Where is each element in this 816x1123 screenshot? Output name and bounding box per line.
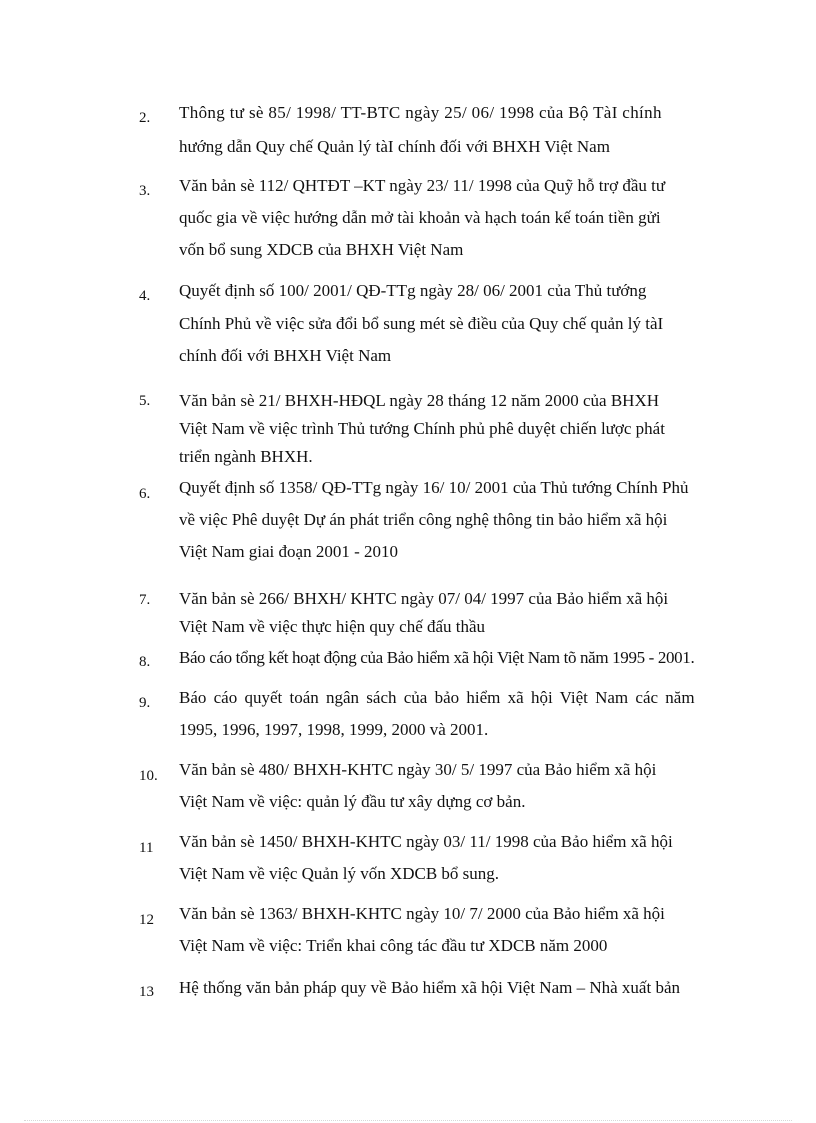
reference-number: 7. xyxy=(139,592,151,608)
reference-line: Văn bản sè 480/ BHXH-KHTC ngày 30/ 5/ 1997 của Bảo hiểm xã hội xyxy=(179,760,657,779)
reference-line: Văn bản sè 1363/ BHXH-KHTC ngày 10/ 7/ 2000 của Bảo hiểm xã hội xyxy=(179,904,665,923)
reference-line: Văn bản sè 112/ QHTĐT –KT ngày 23/ 11/ 1998 của Quỹ hỗ trợ đầu tư xyxy=(179,176,666,195)
reference-number: 4. xyxy=(139,288,151,304)
reference-line: Quyết định số 100/ 2001/ QĐ-TTg ngày 28/ 06/ 2001 của Thủ tướng xyxy=(179,281,647,300)
reference-number: 3. xyxy=(139,183,151,199)
reference-line: Văn bản sè 1450/ BHXH-KHTC ngày 03/ 11/ 1998 của Bảo hiểm xã hội xyxy=(179,832,673,851)
reference-line: về việc Phê duyệt Dự án phát triển công nghệ thông tin bảo hiểm xã hội xyxy=(179,510,668,529)
reference-number: 11 xyxy=(139,840,154,856)
reference-line: Báo cáo tổng kết hoạt động của Bảo hiểm xã hội Việt Nam tõ năm 1995 - 2001. xyxy=(179,648,695,667)
reference-line: Văn bản sè 21/ BHXH-HĐQL ngày 28 tháng 12 năm 2000 của BHXH xyxy=(179,391,660,410)
reference-line: Việt Nam về việc Quản lý vốn XDCB bổ sung. xyxy=(179,864,500,883)
reference-line: Văn bản sè 266/ BHXH/ KHTC ngày 07/ 04/ 1997 của Bảo hiểm xã hội xyxy=(179,589,669,608)
reference-line: Việt Nam giai đoạn 2001 - 2010 xyxy=(179,542,398,561)
reference-line: triển ngành BHXH. xyxy=(179,447,313,466)
reference-line: 1995, 1996, 1997, 1998, 1999, 2000 và 2001. xyxy=(179,720,489,739)
reference-number: 10. xyxy=(139,768,158,784)
reference-line: Việt Nam về việc thực hiện quy chế đấu thầu xyxy=(179,617,486,636)
reference-line: Việt Nam về việc trình Thủ tướng Chính phủ phê duyệt chiến lược phát xyxy=(179,419,665,438)
reference-number: 2. xyxy=(139,110,151,126)
reference-number: 12 xyxy=(139,912,154,928)
reference-line: Báo cáo quyết toán ngân sách của bảo hiểm xã hội Việt Nam các năm xyxy=(179,688,695,707)
reference-line: Quyết định số 1358/ QĐ-TTg ngày 16/ 10/ 2001 của Thủ tướng Chính Phủ xyxy=(179,478,689,497)
reference-number: 9. xyxy=(139,695,151,711)
reference-line: chính đối với BHXH Việt Nam xyxy=(179,346,392,365)
reference-line: Chính Phủ về việc sửa đổi bổ sung mét sè điều của Quy chế quản lý tàI xyxy=(179,314,664,333)
reference-line: hướng dẫn Quy chế Quản lý tàI chính đối với BHXH Việt Nam xyxy=(179,137,610,156)
reference-line: quốc gia về việc hướng dẫn mở tài khoản và hạch toán kế toán tiền gửi xyxy=(179,208,661,227)
reference-line: Hệ thống văn bản pháp quy về Bảo hiểm xã hội Việt Nam – Nhà xuất bản xyxy=(179,978,680,997)
reference-line: Việt Nam về việc: Triển khai công tác đầu tư XDCB năm 2000 xyxy=(179,936,608,955)
reference-number: 5. xyxy=(139,393,151,409)
reference-number: 6. xyxy=(139,486,151,502)
reference-number: 8. xyxy=(139,654,151,670)
reference-line: Việt Nam về việc: quản lý đầu tư xây dựng cơ bản. xyxy=(179,792,526,811)
reference-number: 13 xyxy=(139,984,154,1000)
reference-line: Thông tư sè 85/ 1998/ TT-BTC ngày 25/ 06/ 1998 của Bộ TàI chính xyxy=(179,103,662,122)
page-bottom-divider xyxy=(24,1120,792,1121)
reference-line: vốn bổ sung XDCB của BHXH Việt Nam xyxy=(179,240,464,259)
